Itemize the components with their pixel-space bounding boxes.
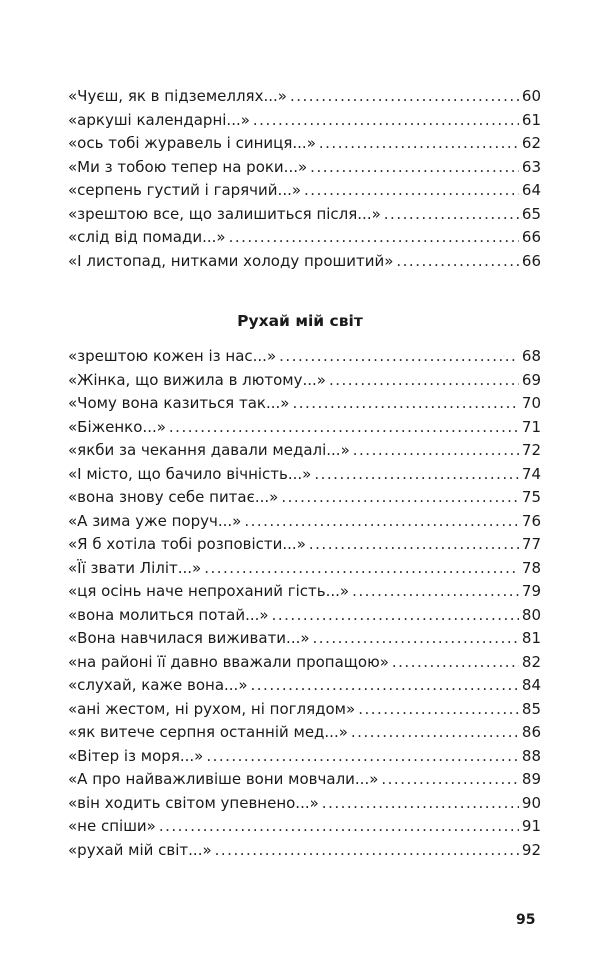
leader-dots	[206, 745, 519, 769]
toc-entry-title: «слід від помади...»	[68, 228, 226, 246]
toc-entry-title: «А зима уже поруч...»	[68, 511, 242, 530]
toc-entry-title: «не спіши»	[68, 817, 156, 835]
toc-entry-title: «зрештою кожен із нас...»	[68, 347, 277, 365]
toc-entry-page: 66	[521, 228, 541, 246]
leader-dots	[313, 627, 519, 651]
toc-entry-page: 63	[521, 157, 541, 176]
toc-entry	[68, 85, 541, 109]
toc-entry	[68, 604, 541, 628]
leader-dots	[358, 698, 519, 722]
leader-dots	[281, 486, 519, 510]
toc-entry-title: «рухай мій світ...»	[68, 840, 212, 859]
toc-entry-page: 70	[521, 394, 541, 412]
toc-entry-title: «Біженко...»	[68, 417, 166, 436]
toc-entry	[68, 250, 541, 274]
toc-entry-page: 91	[521, 817, 541, 835]
toc-entry	[68, 674, 541, 698]
toc-entry-page: 77	[521, 535, 541, 553]
leader-dots	[353, 439, 519, 463]
leader-dots	[229, 226, 519, 250]
toc-entry	[68, 179, 541, 203]
leader-dots	[159, 815, 519, 839]
toc-entry-title: «Вона навчилася виживати...»	[68, 629, 310, 647]
leader-dots	[384, 203, 519, 227]
toc-entry	[68, 392, 541, 416]
toc-section-1	[68, 85, 541, 273]
toc-entry	[68, 768, 541, 792]
toc-entry	[68, 745, 541, 769]
toc-entry-title: «зрештою все, що залишиться після...»	[68, 204, 381, 223]
toc-entry-title: «Чому вона казиться так...»	[68, 394, 290, 412]
leader-dots	[215, 839, 519, 863]
toc-entry	[68, 226, 541, 250]
toc-entry-title: «А про найважливіше вони мовчали...»	[68, 770, 379, 788]
toc-entry-page: 86	[521, 723, 541, 741]
toc-entry-page: 75	[521, 488, 541, 506]
leader-dots	[309, 533, 519, 557]
toc-entry-title: «як витече серпня останній мед...»	[68, 723, 348, 741]
leader-dots	[381, 768, 519, 792]
toc-entry-page: 92	[521, 840, 541, 859]
toc-entry-title: «Її звати Ліліт...»	[68, 558, 202, 577]
toc-entry-title: «він ходить світом упевнено...»	[68, 793, 319, 812]
toc-entry	[68, 557, 541, 581]
toc-entry-page: 68	[521, 347, 541, 365]
section-title: Рухай мій світ	[237, 312, 363, 330]
toc-entry	[68, 698, 541, 722]
toc-entry	[68, 416, 541, 440]
toc-entry	[68, 486, 541, 510]
toc-entry-title: «Жінка, що вижила в лютому...»	[68, 370, 326, 389]
leader-dots	[329, 369, 519, 393]
toc-entry	[68, 345, 541, 369]
toc-entry-title: «серпень густий і гарячий...»	[68, 181, 302, 199]
leader-dots	[292, 392, 518, 416]
page-number: 95	[516, 912, 536, 928]
leader-dots	[244, 510, 519, 534]
toc-entry-page: 69	[521, 370, 541, 389]
toc-entry	[68, 439, 541, 463]
toc-entry-title: «І місто, що бачило вічність...»	[68, 464, 312, 483]
toc-entry	[68, 510, 541, 534]
toc-entry	[68, 203, 541, 227]
leader-dots	[290, 85, 519, 109]
leader-dots	[396, 250, 519, 274]
toc-entry	[68, 651, 541, 675]
toc-entry-page: 71	[521, 417, 541, 436]
leader-dots	[352, 580, 519, 604]
toc-entry-page: 62	[521, 134, 541, 152]
leader-dots	[304, 179, 519, 203]
toc-entry-title: «ось тобі журавель і синиця...»	[68, 134, 316, 152]
toc-entry-page: 64	[521, 181, 541, 199]
toc-entry-page: 84	[521, 676, 541, 694]
leader-dots	[310, 156, 519, 180]
toc-entry	[68, 580, 541, 604]
toc-entry-title: «І листопад, нитками холоду прошитий»	[68, 251, 394, 270]
toc-entry-page: 85	[521, 699, 541, 718]
toc-entry-page: 89	[521, 770, 541, 788]
leader-dots	[279, 345, 519, 369]
toc-entry-page: 60	[521, 87, 541, 105]
toc-entry-title: «якби за чекання давали медалі...»	[68, 441, 350, 459]
toc-entry-title: «Вітер із моря...»	[68, 746, 204, 765]
toc-entry	[68, 109, 541, 133]
toc-entry-title: «Чуєш, як в підземеллях...»	[68, 87, 287, 105]
leader-dots	[272, 604, 519, 628]
toc-entry-page: 90	[521, 793, 541, 812]
toc-entry-page: 78	[521, 558, 541, 577]
leader-dots	[253, 109, 519, 133]
toc-entry-page: 82	[521, 652, 541, 671]
toc-entry-page: 61	[521, 110, 541, 129]
toc-entry	[68, 463, 541, 487]
toc-entry-page: 66	[521, 251, 541, 270]
toc-entry	[68, 721, 541, 745]
toc-entry-title: «на районі її давно вважали пропащою»	[68, 652, 389, 671]
leader-dots	[351, 721, 519, 745]
toc-entry-title: «слухай, каже вона...»	[68, 676, 248, 694]
leader-dots	[251, 674, 519, 698]
toc-entry-title: «аркуші календарні...»	[68, 110, 250, 129]
toc-entry-title: «вона молиться потай...»	[68, 605, 269, 624]
toc-entry	[68, 533, 541, 557]
toc-entry-page: 88	[521, 746, 541, 765]
toc-entry-title: «вона знову себе питає...»	[68, 488, 279, 506]
leader-dots	[169, 416, 519, 440]
toc-entry	[68, 132, 541, 156]
leader-dots	[314, 463, 519, 487]
leader-dots	[204, 557, 519, 581]
toc-section-2	[68, 345, 541, 862]
toc-entry-page: 72	[521, 441, 541, 459]
leader-dots	[319, 132, 519, 156]
toc-entry	[68, 369, 541, 393]
toc-entry	[68, 792, 541, 816]
toc-entry-page: 76	[521, 511, 541, 530]
toc-entry-page: 79	[521, 582, 541, 600]
leader-dots	[322, 792, 519, 816]
toc-entry-title: «ця осінь наче непроханий гість...»	[68, 582, 350, 600]
toc-entry-page: 80	[521, 605, 541, 624]
toc-entry-title: «Ми з тобою тепер на роки...»	[68, 157, 308, 176]
toc-entry	[68, 839, 541, 863]
toc-entry-page: 65	[521, 204, 541, 223]
toc-entry	[68, 156, 541, 180]
toc-entry-title: «ані жестом, ні рухом, ні поглядом»	[68, 699, 356, 718]
toc-entry-title: «Я б хотіла тобі розповісти...»	[68, 535, 306, 553]
toc-entry-page: 81	[521, 629, 541, 647]
leader-dots	[392, 651, 519, 675]
toc-entry-page: 74	[521, 464, 541, 483]
toc-entry	[68, 815, 541, 839]
toc-entry	[68, 627, 541, 651]
